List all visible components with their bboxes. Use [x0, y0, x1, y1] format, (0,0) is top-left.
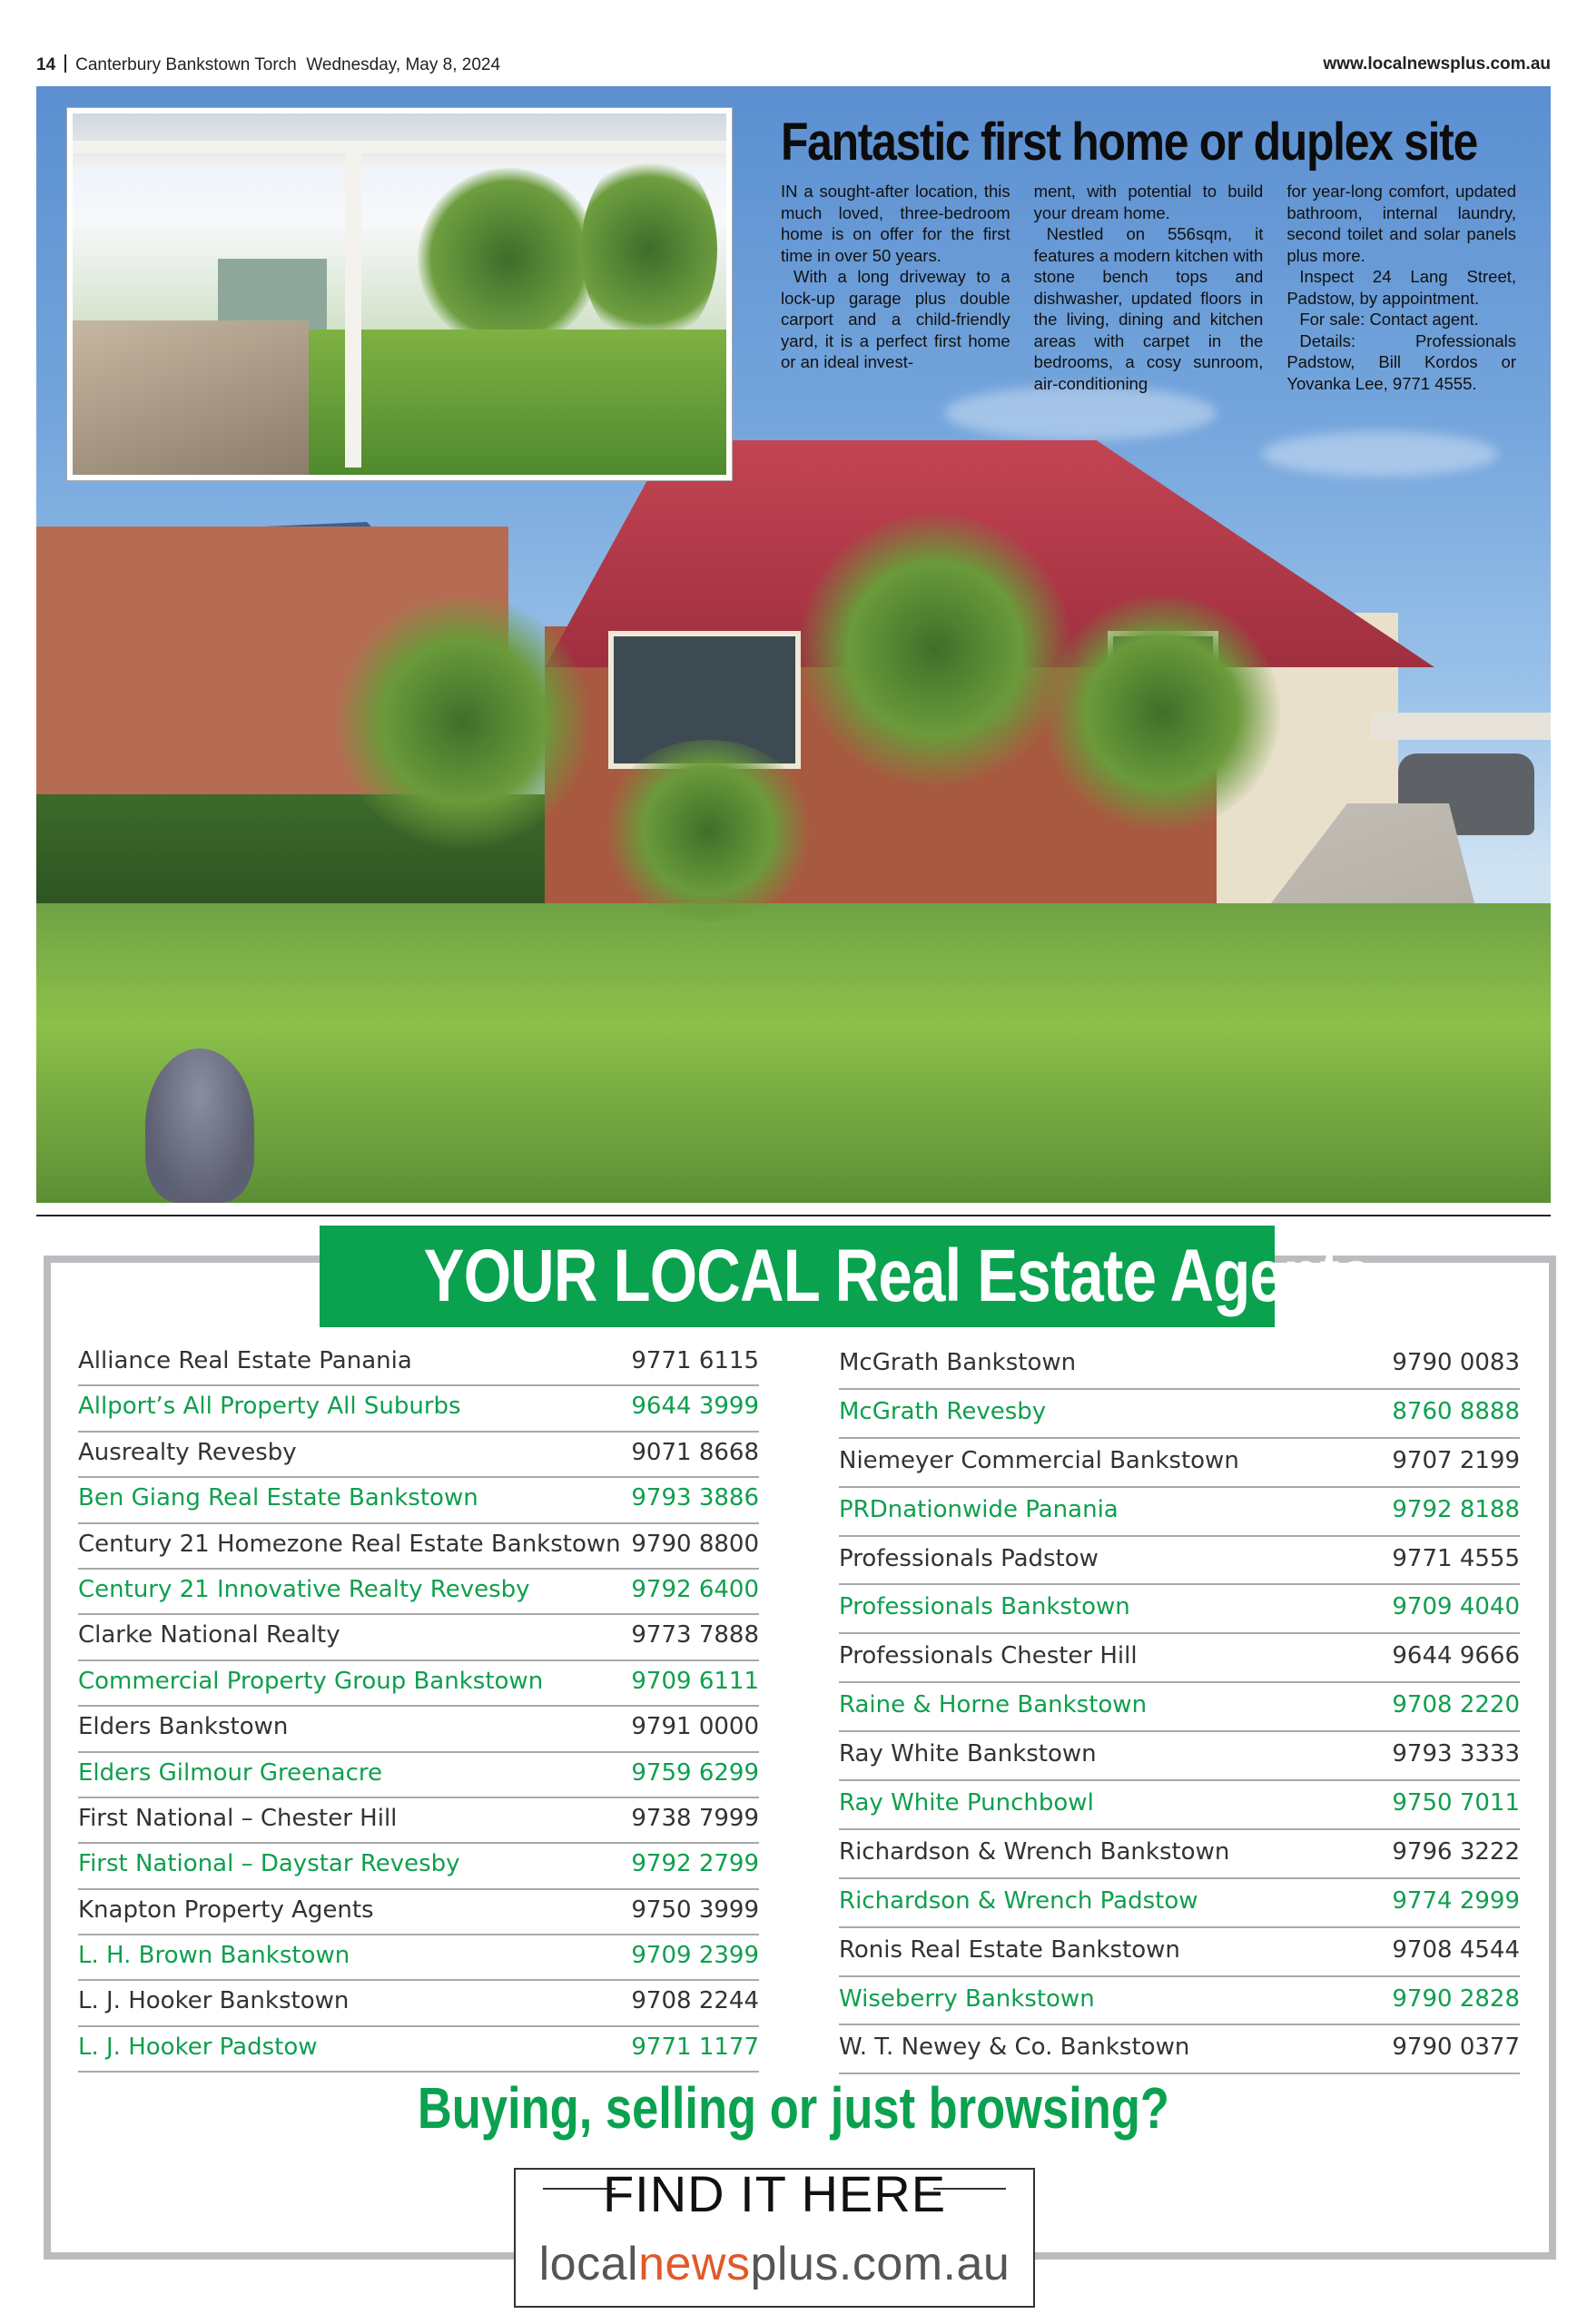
agent-phone: 9792 2799 — [631, 1850, 759, 1878]
agent-name: PRDnationwide Panania — [839, 1495, 1119, 1523]
section-divider — [36, 1215, 1551, 1216]
find-it-here-logo-box[interactable] — [514, 2165, 1035, 2308]
cloud — [1262, 431, 1498, 477]
palm-tree — [799, 513, 1071, 785]
agent-phone: 9790 0377 — [1392, 2034, 1520, 2062]
agent-phone: 9791 0000 — [631, 1713, 759, 1741]
agent-row — [839, 1732, 1520, 1781]
garden-shrub — [599, 740, 817, 921]
article-paragraph: Details: Professionals Padstow, Bill Kordos or Yovanka Lee, 9771 4555. — [1286, 330, 1517, 393]
agent-row — [839, 1488, 1520, 1537]
agent-name: Richardson & Wrench Padstow — [839, 1886, 1198, 1915]
agent-name: Knapton Property Agents — [78, 1896, 374, 1924]
article-column-1 — [781, 181, 1010, 394]
agent-phone: 9644 9666 — [1392, 1642, 1520, 1670]
agent-row — [78, 1707, 759, 1752]
agents-banner — [320, 1226, 1373, 1327]
agent-row — [839, 1928, 1520, 1977]
agent-name: Ausrealty Revesby — [78, 1438, 297, 1466]
agent-row — [78, 1890, 759, 1935]
agent-phone: 9793 3886 — [631, 1484, 759, 1512]
agent-phone: 9773 7888 — [631, 1621, 759, 1649]
agent-phone: 9771 1177 — [631, 2033, 759, 2061]
agent-name: Elders Gilmour Greenacre — [78, 1758, 382, 1787]
article-paragraph: ment, with potential to build your dream home. — [1033, 182, 1264, 222]
agent-row — [839, 1439, 1520, 1488]
website-link[interactable]: www.localnewsplus.com.au — [1323, 54, 1551, 74]
agent-phone: 9707 2199 — [1392, 1446, 1520, 1474]
agent-name: First National – Chester Hill — [78, 1804, 398, 1832]
article-headline: Fantastic first home or duplex site — [781, 113, 1477, 172]
agent-phone: 9759 6299 — [631, 1758, 759, 1787]
carport-roof — [1371, 713, 1551, 740]
agent-name: Ray White Bankstown — [839, 1740, 1097, 1768]
agent-row — [839, 1781, 1520, 1830]
agent-name: Professionals Bankstown — [839, 1593, 1130, 1621]
agents-list-right — [839, 1341, 1520, 2074]
cloud — [944, 386, 1217, 440]
agent-row — [78, 1753, 759, 1798]
agent-name: Elders Bankstown — [78, 1713, 289, 1741]
agent-name: Allport’s All Property All Suburbs — [78, 1393, 461, 1421]
patio-pavers — [73, 320, 309, 475]
pergola-post — [345, 150, 361, 468]
agent-name: Commercial Property Group Bankstown — [78, 1667, 544, 1695]
article-paragraph: For sale: Contact agent. — [1299, 310, 1479, 329]
dog-statue — [145, 1049, 254, 1203]
agent-phone: 9708 2244 — [631, 1987, 759, 2015]
agent-row — [839, 2025, 1520, 2074]
cta-heading — [0, 2074, 1587, 2142]
agent-phone: 9709 6111 — [631, 1667, 759, 1695]
agent-phone: 9709 2399 — [631, 1942, 759, 1970]
agent-row — [78, 1524, 759, 1570]
header-divider — [64, 54, 66, 73]
agent-name: Alliance Real Estate Panania — [78, 1347, 412, 1374]
palm-tree — [1044, 595, 1280, 831]
agent-name: McGrath Revesby — [839, 1397, 1047, 1425]
agent-name: Ben Giang Real Estate Bankstown — [78, 1484, 478, 1512]
article-body — [781, 181, 1516, 394]
agent-row — [839, 1830, 1520, 1879]
article-paragraph: Nestled on 556sqm, it features a modern kitchen with stone bench tops and dishwasher, updated floors in the living, dining and kitchen areas with carpet in the bedrooms, a cosy sunroom, air-conditioning — [1033, 224, 1264, 393]
agent-row — [839, 1341, 1520, 1390]
logo-news: news — [638, 2238, 751, 2290]
agent-phone: 9790 2828 — [1392, 1984, 1520, 2013]
article-column-3 — [1286, 181, 1516, 394]
article-paragraph: Inspect 24 Lang Street, Padstow, by appointment. — [1286, 267, 1517, 308]
palm-tree — [336, 595, 590, 849]
agent-name: W. T. Newey & Co. Bankstown — [839, 2034, 1190, 2062]
article-column-2 — [1034, 181, 1264, 394]
agent-phone: 9774 2999 — [1392, 1886, 1520, 1915]
agent-phone: 9793 3333 — [1392, 1740, 1520, 1768]
logo-rest: plus.com.au — [750, 2238, 1010, 2290]
agent-name: Clarke National Realty — [78, 1621, 340, 1649]
agent-phone: 9738 7999 — [631, 1804, 759, 1832]
agent-name: Century 21 Homezone Real Estate Bankstown — [78, 1530, 621, 1558]
agent-name: Professionals Chester Hill — [839, 1642, 1138, 1670]
agents-list-left — [78, 1341, 759, 2073]
agent-row — [839, 1537, 1520, 1586]
agent-row — [839, 1634, 1520, 1683]
agent-phone: 9750 7011 — [1392, 1789, 1520, 1817]
agent-phone: 9771 6115 — [631, 1347, 759, 1374]
article-paragraph: IN a sought-after location, this much loved, three-bedroom home is on offer for the first time in over 50 years. — [781, 182, 1010, 265]
agent-phone: 9708 4544 — [1392, 1935, 1520, 1964]
tree — [418, 168, 599, 350]
agent-row — [78, 1615, 759, 1660]
inset-photo-backyard — [67, 108, 732, 480]
localnewsplus-logo — [516, 2237, 1033, 2291]
agent-name: Wiseberry Bankstown — [839, 1984, 1095, 2013]
agent-row — [78, 1386, 759, 1432]
agent-name: Richardson & Wrench Bankstown — [839, 1837, 1230, 1866]
page-header — [36, 54, 1551, 84]
agent-row — [839, 1390, 1520, 1439]
agent-row — [839, 1977, 1520, 2026]
agent-name: Century 21 Innovative Realty Revesby — [78, 1575, 530, 1603]
agent-phone: 9071 8668 — [631, 1438, 759, 1466]
agent-row — [78, 1341, 759, 1386]
agent-row — [839, 1585, 1520, 1634]
agent-phone: 9750 3999 — [631, 1896, 759, 1924]
article-paragraph: for year-long comfort, updated bathroom, internal laundry, second toilet and solar panels plus more. — [1286, 182, 1517, 265]
pergola-beam — [73, 141, 726, 153]
agent-name: Raine & Horne Bankstown — [839, 1691, 1148, 1719]
agent-phone: 9644 3999 — [631, 1393, 759, 1421]
agent-row — [78, 1844, 759, 1889]
agent-phone: 9796 3222 — [1392, 1837, 1520, 1866]
agent-phone: 8760 8888 — [1392, 1397, 1520, 1425]
agent-row — [78, 1661, 759, 1707]
palm-tree — [581, 150, 717, 350]
agent-name: Professionals Padstow — [839, 1544, 1099, 1572]
agent-phone: 9708 2220 — [1392, 1691, 1520, 1719]
front-lawn — [36, 903, 1551, 1203]
agent-phone: 9790 0083 — [1392, 1349, 1520, 1376]
logo-local: local — [538, 2238, 639, 2290]
agent-name: Ronis Real Estate Bankstown — [839, 1935, 1180, 1964]
issue-date: Wednesday, May 8, 2024 — [306, 55, 501, 74]
agent-row — [78, 1478, 759, 1523]
find-it-here-text: FIND IT HERE — [602, 2165, 947, 2222]
agent-phone: 9792 8188 — [1392, 1495, 1520, 1523]
agent-phone: 9792 6400 — [631, 1575, 759, 1603]
article-paragraph: With a long driveway to a lock-up garage plus double carport and a child-friendly yard, it is a perfect first home or an ideal invest- — [781, 267, 1010, 371]
agent-phone: 9771 4555 — [1392, 1544, 1520, 1572]
agents-banner-title: YOUR LOCAL Real Estate Agents — [423, 1235, 1373, 1317]
publication-name: Canterbury Bankstown Torch — [75, 55, 297, 74]
agent-row — [78, 1798, 759, 1844]
agent-phone: 9790 8800 — [631, 1530, 759, 1558]
agent-name: McGrath Bankstown — [839, 1349, 1077, 1376]
agent-name: First National – Daystar Revesby — [78, 1850, 460, 1878]
agent-row — [839, 1879, 1520, 1928]
agent-row — [78, 2027, 759, 2073]
page-number: 14 — [36, 55, 56, 74]
feature-property — [36, 86, 1551, 1203]
agent-row — [78, 1935, 759, 1981]
agent-name: Ray White Punchbowl — [839, 1789, 1094, 1817]
agent-name: Niemeyer Commercial Bankstown — [839, 1446, 1239, 1474]
agent-name: L. J. Hooker Padstow — [78, 2033, 318, 2061]
agent-row — [839, 1683, 1520, 1732]
agent-name: L. J. Hooker Bankstown — [78, 1987, 350, 2015]
agent-name: L. H. Brown Bankstown — [78, 1942, 350, 1970]
agent-row — [78, 1433, 759, 1478]
agent-phone: 9709 4040 — [1392, 1593, 1520, 1621]
agent-row — [78, 1570, 759, 1615]
cta-text: Buying, selling or just browsing? — [417, 2075, 1170, 2141]
agent-row — [78, 1981, 759, 2026]
